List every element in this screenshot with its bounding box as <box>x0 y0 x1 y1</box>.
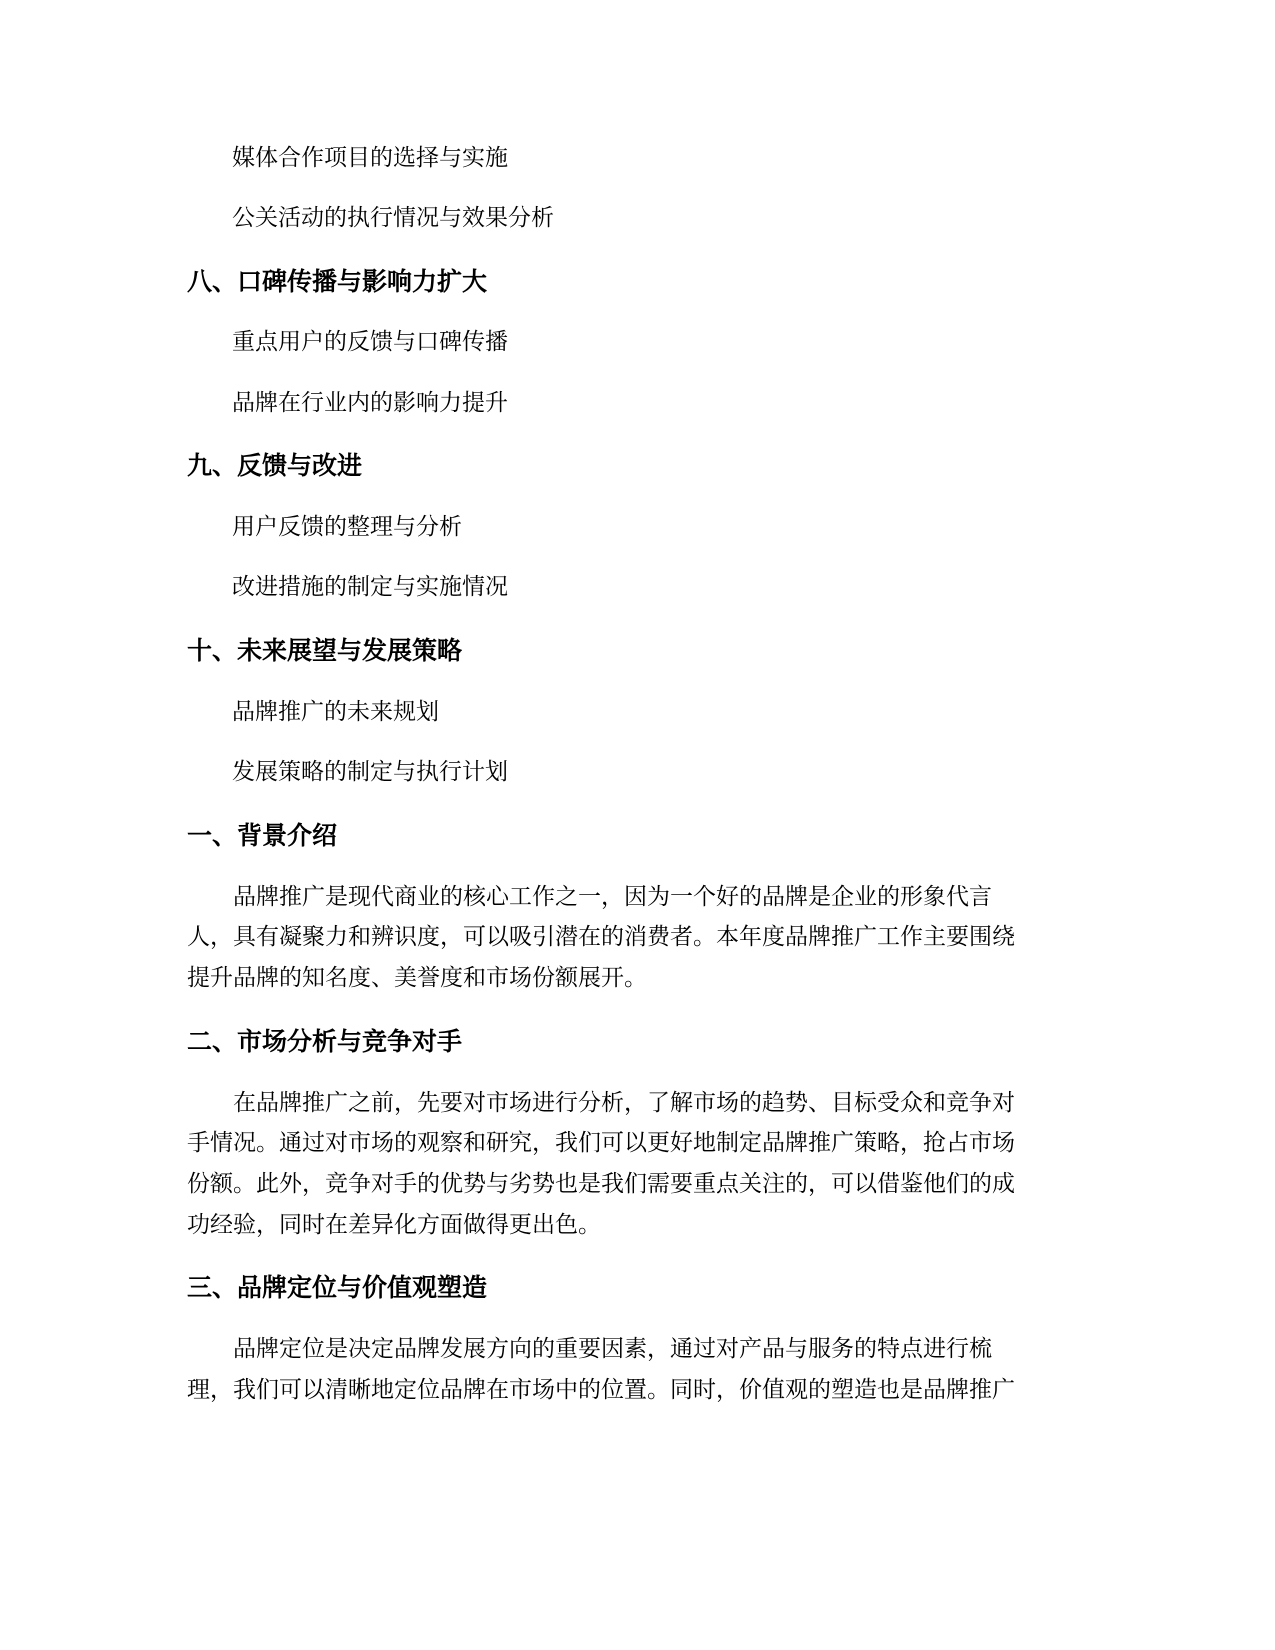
paragraph-line: 品牌定位是决定品牌发展方向的重要因素，通过对产品与服务的特点进行梳 <box>187 1336 992 1362</box>
list-item: 公关活动的执行情况与效果分析 <box>232 205 554 231</box>
paragraph-line: 份额。此外，竞争对手的优势与劣势也是我们需要重点关注的，可以借鉴他们的成 <box>187 1171 1015 1197</box>
list-item: 媒体合作项目的选择与实施 <box>232 145 508 171</box>
paragraph-line: 在品牌推广之前，先要对市场进行分析，了解市场的趋势、目标受众和竞争对 <box>187 1090 1015 1116</box>
section-heading: 九、反馈与改进 <box>187 451 363 480</box>
section-heading: 八、口碑传播与影响力扩大 <box>187 267 488 296</box>
list-item: 发展策略的制定与执行计划 <box>232 759 508 785</box>
section-heading: 十、未来展望与发展策略 <box>187 636 463 665</box>
paragraph-line: 提升品牌的知名度、美誉度和市场份额展开。 <box>187 965 647 991</box>
paragraph-line: 理，我们可以清晰地定位品牌在市场中的位置。同时，价值观的塑造也是品牌推广 <box>187 1377 1015 1403</box>
section-heading: 一、背景介绍 <box>187 821 338 850</box>
section-heading: 二、市场分析与竞争对手 <box>187 1027 463 1056</box>
list-item: 品牌在行业内的影响力提升 <box>232 390 508 416</box>
list-item: 改进措施的制定与实施情况 <box>232 574 508 600</box>
paragraph-line: 人，具有凝聚力和辨识度，可以吸引潜在的消费者。本年度品牌推广工作主要围绕 <box>187 924 1015 950</box>
list-item: 重点用户的反馈与口碑传播 <box>232 329 508 355</box>
paragraph-line: 功经验，同时在差异化方面做得更出色。 <box>187 1212 601 1238</box>
section-heading: 三、品牌定位与价值观塑造 <box>187 1273 488 1302</box>
paragraph-line: 品牌推广是现代商业的核心工作之一，因为一个好的品牌是企业的形象代言 <box>187 884 992 910</box>
list-item: 品牌推广的未来规划 <box>232 699 439 725</box>
paragraph-line: 手情况。通过对市场的观察和研究，我们可以更好地制定品牌推广策略，抢占市场 <box>187 1130 1015 1156</box>
list-item: 用户反馈的整理与分析 <box>232 514 462 540</box>
